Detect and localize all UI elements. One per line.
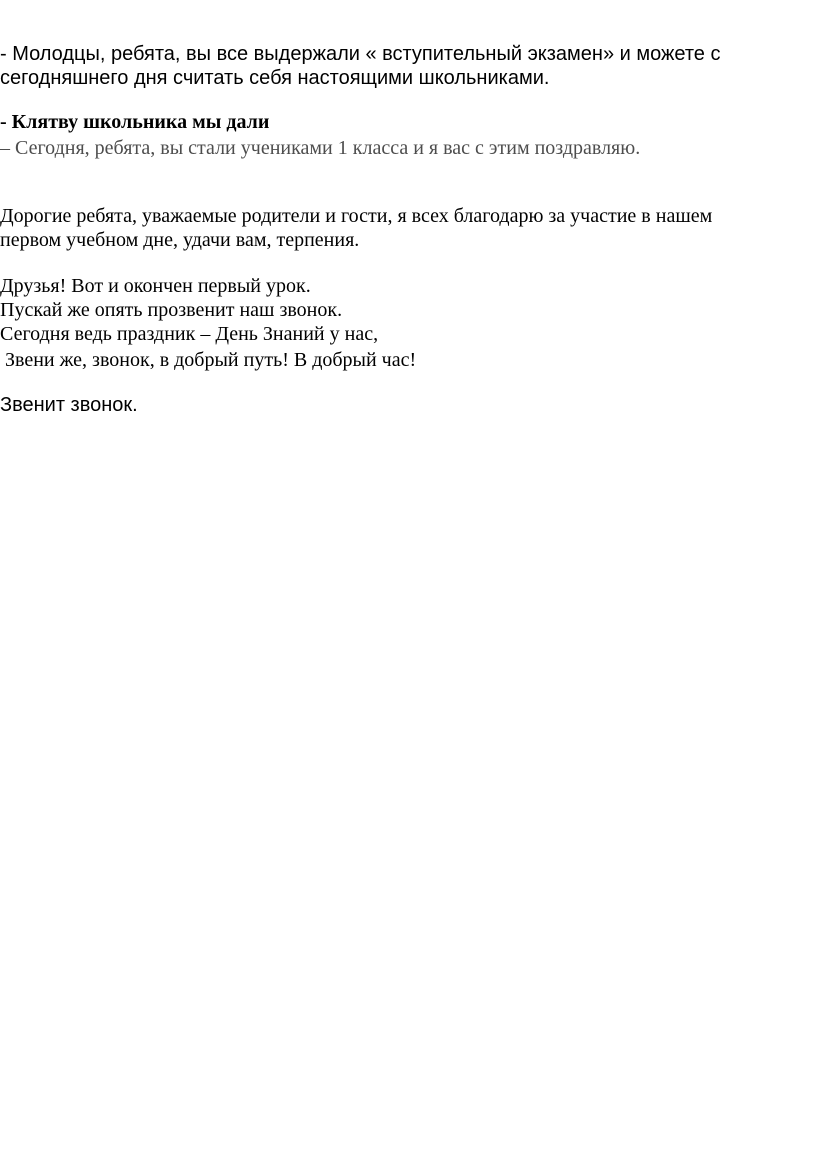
intro-line-2: сегодняшнего дня считать себя настоящими школьниками. — [0, 67, 550, 89]
poem-line: Сегодня ведь праздник – День Знаний у нас, — [0, 323, 379, 345]
congrats-paragraph — [0, 136, 800, 160]
intro-line-1: - Молодцы, ребята, вы все выдержали « вступительный экзамен» и можете с — [0, 43, 721, 65]
intro-paragraph — [0, 42, 800, 90]
poem-line: Друзья! Вот и окончен первый урок. — [0, 275, 311, 297]
oath-heading-text: - Клятву школьника мы дали — [0, 111, 270, 133]
oath-heading — [0, 110, 800, 134]
closing-text: Звенит звонок. — [0, 394, 138, 416]
poem-line: Звени же, звонок, в добрый путь! В добрый час! — [0, 349, 417, 371]
poem-line: Пускай же опять прозвенит наш звонок. — [0, 299, 343, 321]
closing-paragraph — [0, 393, 800, 417]
poem-stanza — [0, 274, 800, 373]
thanks-paragraph — [0, 204, 800, 252]
thanks-line-2: первом учебном дне, удачи вам, терпения. — [0, 229, 360, 251]
congrats-text: – Сегодня, ребята, вы стали учениками 1 класса и я вас с этим поздравляю. — [0, 137, 641, 159]
thanks-line-1: Дорогие ребята, уважаемые родители и гости, я всех благодарю за участие в нашем — [0, 205, 713, 227]
